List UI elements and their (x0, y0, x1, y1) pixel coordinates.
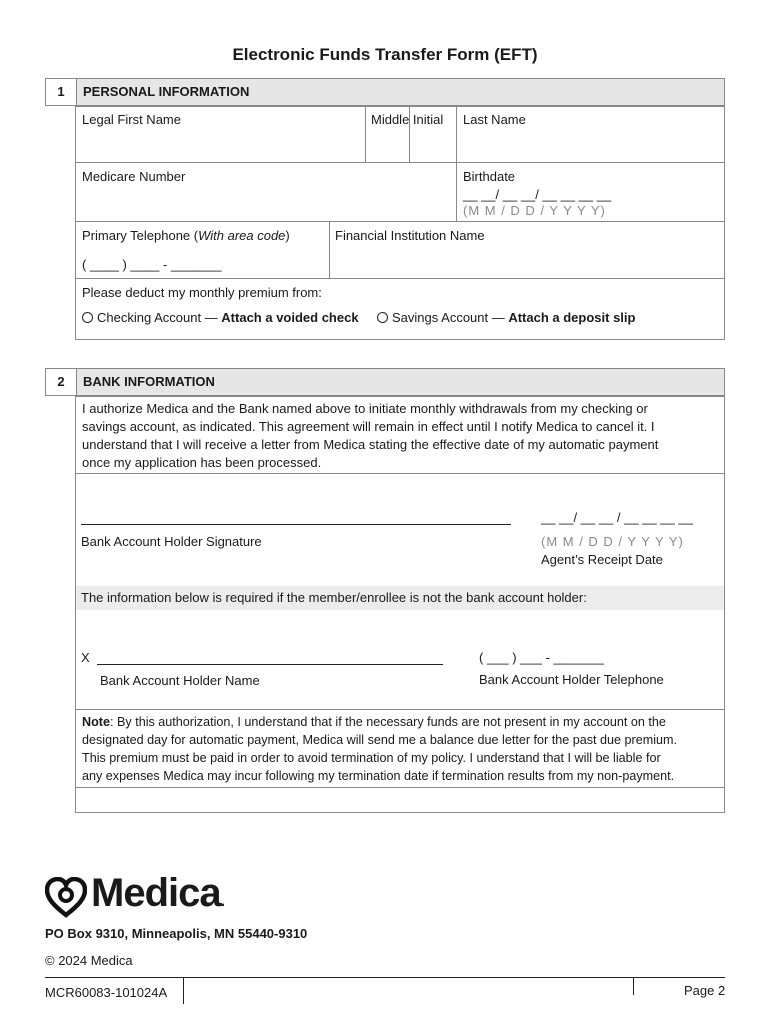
footer-copyright: © 2024 Medica (45, 953, 133, 968)
holder-phone-blank[interactable]: ( ___ ) ___ - _______ (479, 650, 605, 665)
legal-first-name-field[interactable] (75, 106, 410, 163)
checking-account-option[interactable]: Checking Account — Attach a voided check (82, 310, 359, 325)
birthdate-field[interactable] (456, 162, 725, 222)
birthdate-label: Birthdate (463, 169, 516, 184)
note-box (75, 709, 725, 788)
phone-blank: ( ____ ) ____ - _______ (82, 257, 222, 272)
section-title: PERSONAL INFORMATION (83, 84, 250, 99)
primary-telephone-field[interactable] (75, 221, 330, 279)
form-code: MCR60083-101024A (45, 985, 168, 1000)
page-number: Page 2 (684, 983, 726, 998)
receipt-date-format: (M M / D D / Y Y Y Y) (541, 534, 684, 549)
x-mark: X (81, 650, 90, 665)
section-number: 2 (46, 369, 77, 395)
medica-heart-icon (45, 877, 87, 919)
birthdate-blank: __ __/ __ __/ __ __ __ __ (463, 187, 612, 202)
last-name-label: Last Name (463, 112, 526, 127)
required-info-text: The information below is required if the member/enrollee is not the bank account holder: (81, 590, 587, 605)
birthdate-format: (M M / D D / Y Y Y Y) (463, 203, 606, 218)
financial-institution-label: Financial Institution Name (335, 228, 485, 243)
footer-divider-left (183, 977, 184, 1004)
holder-phone-label: Bank Account Holder Telephone (479, 672, 664, 687)
checking-radio-icon[interactable] (82, 312, 93, 323)
signature-line[interactable] (81, 524, 511, 525)
footer-divider-right (633, 977, 634, 995)
section-header (45, 78, 725, 106)
required-info-banner (76, 586, 724, 610)
deduct-prompt: Please deduct my monthly premium from: (82, 285, 322, 300)
bank-information-section (45, 368, 725, 788)
savings-radio-icon[interactable] (377, 312, 388, 323)
authorization-box (75, 396, 725, 474)
authorization-text: I authorize Medica and the Bank named above to initiate monthly withdrawals from my checking or savings account, as indicated. This agreement will remain in effect until I notify Medica to cancel it. I understand that I will receive a letter from Medica stating the effective date of my automatic payment once my application has been processed. (82, 401, 659, 470)
holder-name-label: Bank Account Holder Name (100, 673, 260, 688)
section-header (45, 368, 725, 396)
section-number: 1 (46, 79, 77, 105)
medica-wordmark: Medica. (91, 871, 225, 915)
receipt-date-blank[interactable]: __ __/ __ __ / __ __ __ __ (541, 510, 693, 525)
medicare-number-field[interactable] (75, 162, 457, 222)
receipt-date-label: Agent’s Receipt Date (541, 552, 663, 567)
savings-account-option[interactable]: Savings Account — Attach a deposit slip (377, 310, 635, 325)
note-text: Note: By this authorization, I understand that if the necessary funds are not present in my account on the designated day for automatic payment, Medica will send me a balance due letter for the past due premium. This premium must be paid in order to avoid termination of my policy. I understand that I will be liable for any expenses Medica may incur following my termination date if termination results from my non-payment. (82, 715, 678, 783)
section-title: BANK INFORMATION (83, 374, 215, 389)
premium-deduction-field (75, 278, 725, 340)
medicare-number-label: Medicare Number (82, 169, 186, 184)
personal-information-section (45, 78, 725, 340)
footer-rule (45, 977, 725, 978)
financial-institution-field[interactable] (329, 221, 725, 279)
last-name-field[interactable] (456, 106, 725, 163)
middle-initial-field[interactable] (365, 106, 457, 163)
footer-address: PO Box 9310, Minneapolis, MN 55440-9310 (45, 926, 308, 941)
primary-telephone-label: Primary Telephone (With area code) (82, 228, 290, 243)
legal-first-name-label: Legal First Name (82, 112, 181, 127)
holder-name-line[interactable] (97, 664, 443, 665)
form-title: Electronic Funds Transfer Form (EFT) (232, 45, 538, 64)
signature-label: Bank Account Holder Signature (81, 534, 262, 549)
middle-initial-label: Middle Initial (371, 112, 444, 127)
